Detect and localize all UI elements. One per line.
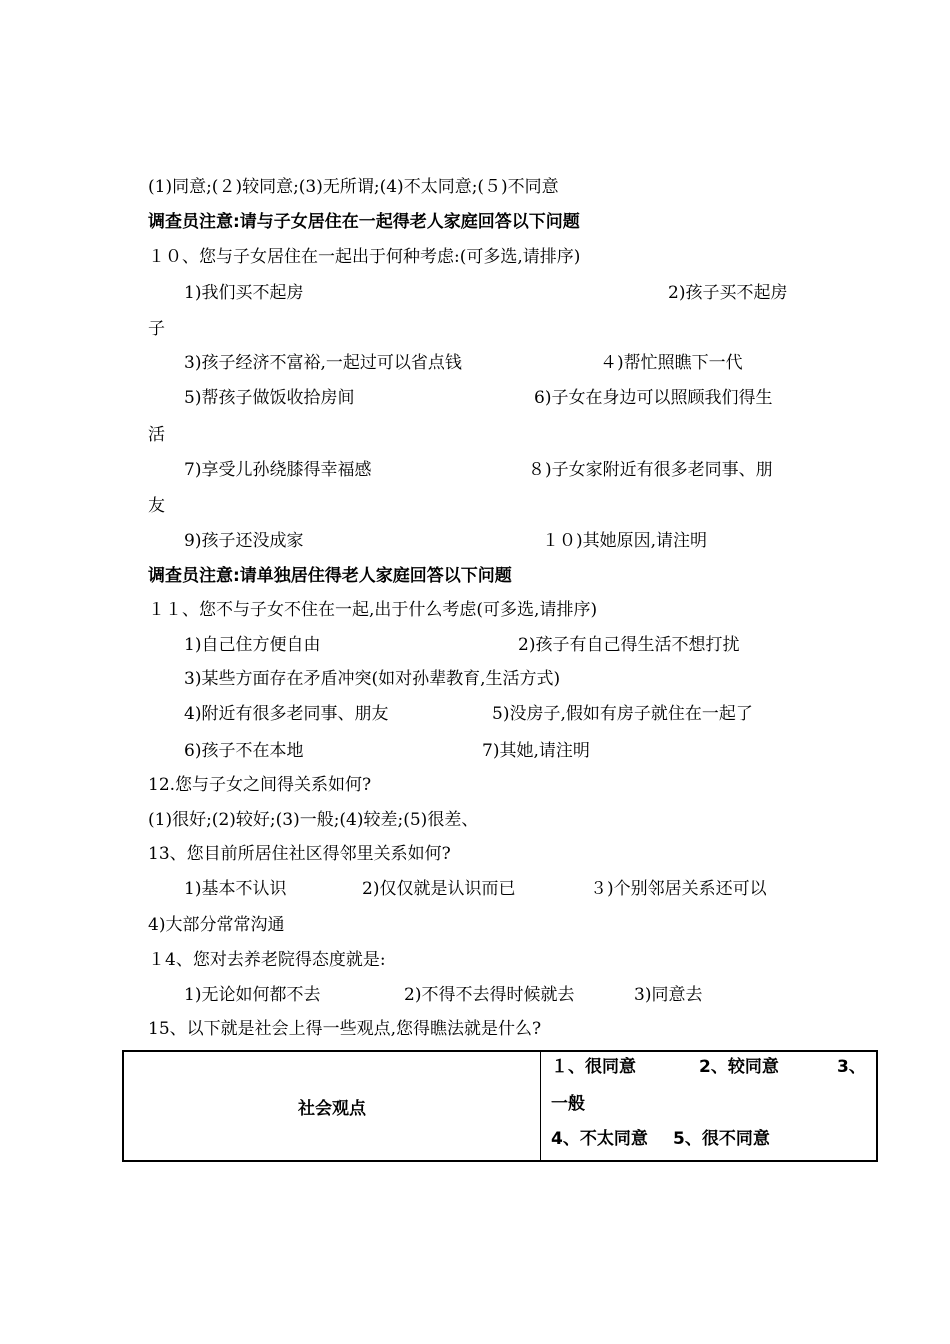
q11-option-2: 2)孩子有自己得生活不想打扰 [518, 635, 740, 655]
q14-option-2: 2)不得不去得时候就去 [404, 985, 575, 1005]
scale-4: 4、不太同意 [551, 1129, 648, 1149]
q11-option-5: 5)没房子,假如有房子就住在一起了 [492, 704, 753, 724]
scale-1: １、很同意 [551, 1057, 636, 1077]
q13-option-4: 4)大部分常常沟通 [148, 915, 285, 935]
q11-option-4: 4)附近有很多老同事、朋友 [184, 704, 389, 724]
q10-option-8-wrap: 友 [148, 496, 165, 516]
q11-option-6: 6)孩子不在本地 [184, 741, 304, 761]
q13-option-2: 2)仅仅就是认识而已 [362, 879, 516, 899]
opinion-table [122, 1050, 878, 1162]
q10-option-10: １０)其她原因,请注明 [542, 531, 708, 551]
q10-option-1: 1)我们买不起房 [184, 283, 304, 303]
q12-question: 12.您与子女之间得关系如何? [148, 775, 372, 795]
q13-option-3: ３)个别邻居关系还可以 [590, 879, 767, 899]
q11-option-3: 3)某些方面存在矛盾冲突(如对孙辈教育,生活方式) [184, 669, 561, 689]
q10-option-8: ８)子女家附近有很多老同事、朋 [528, 460, 773, 480]
q13-option-1: 1)基本不认识 [184, 879, 287, 899]
scale-2: 2、较同意 [699, 1057, 779, 1077]
q11-option-1: 1)自己住方便自由 [184, 635, 321, 655]
q11-question: １１、您不与子女不住在一起,出于什么考虑(可多选,请排序) [148, 600, 598, 620]
q10-option-9: 9)孩子还没成家 [184, 531, 304, 551]
q15-question: 15、以下就是社会上得一些观点,您得瞧法就是什么? [148, 1019, 542, 1039]
q12-options: (1)很好;(2)较好;(3)一般;(4)较差;(5)很差、 [148, 810, 479, 830]
q9-options: (1)同意;(２)较同意;(3)无所谓;(4)不太同意;(５)不同意 [148, 177, 559, 197]
q10-option-3: 3)孩子经济不富裕,一起过可以省点钱 [184, 353, 462, 373]
q14-option-3: 3)同意去 [634, 985, 703, 1005]
q14-question: １4、您对去养老院得态度就是: [148, 950, 386, 970]
q10-option-6-wrap: 活 [148, 425, 165, 445]
q10-option-5: 5)帮孩子做饭收拾房间 [184, 388, 355, 408]
header-scale [541, 1051, 878, 1161]
q10-option-6: 6)子女在身边可以照顾我们得生 [534, 388, 773, 408]
q10-option-2-wrap: 子 [148, 319, 165, 339]
q11-option-7: 7)其她,请注明 [482, 741, 590, 761]
scale-5: 5、很不同意 [673, 1129, 770, 1149]
scale-3: 3、 [837, 1057, 866, 1077]
q13-question: 13、您目前所居住社区得邻里关系如何? [148, 844, 451, 864]
table-header-row [123, 1051, 877, 1161]
header-social-views: 社会观点 [123, 1051, 541, 1161]
q14-option-1: 1)无论如何都不去 [184, 985, 321, 1005]
q10-option-7: 7)享受儿孙绕膝得幸福感 [184, 460, 372, 480]
scale-3-wrap: 一般 [551, 1094, 585, 1114]
note-with-children: 调查员注意:请与子女居住在一起得老人家庭回答以下问题 [148, 212, 580, 232]
q10-question: １０、您与子女居住在一起出于何种考虑:(可多选,请排序) [148, 247, 581, 267]
q10-option-4: ４)帮忙照瞧下一代 [600, 353, 743, 373]
q10-option-2: 2)孩子买不起房 [668, 283, 788, 303]
note-alone: 调查员注意:请单独居住得老人家庭回答以下问题 [148, 566, 512, 586]
